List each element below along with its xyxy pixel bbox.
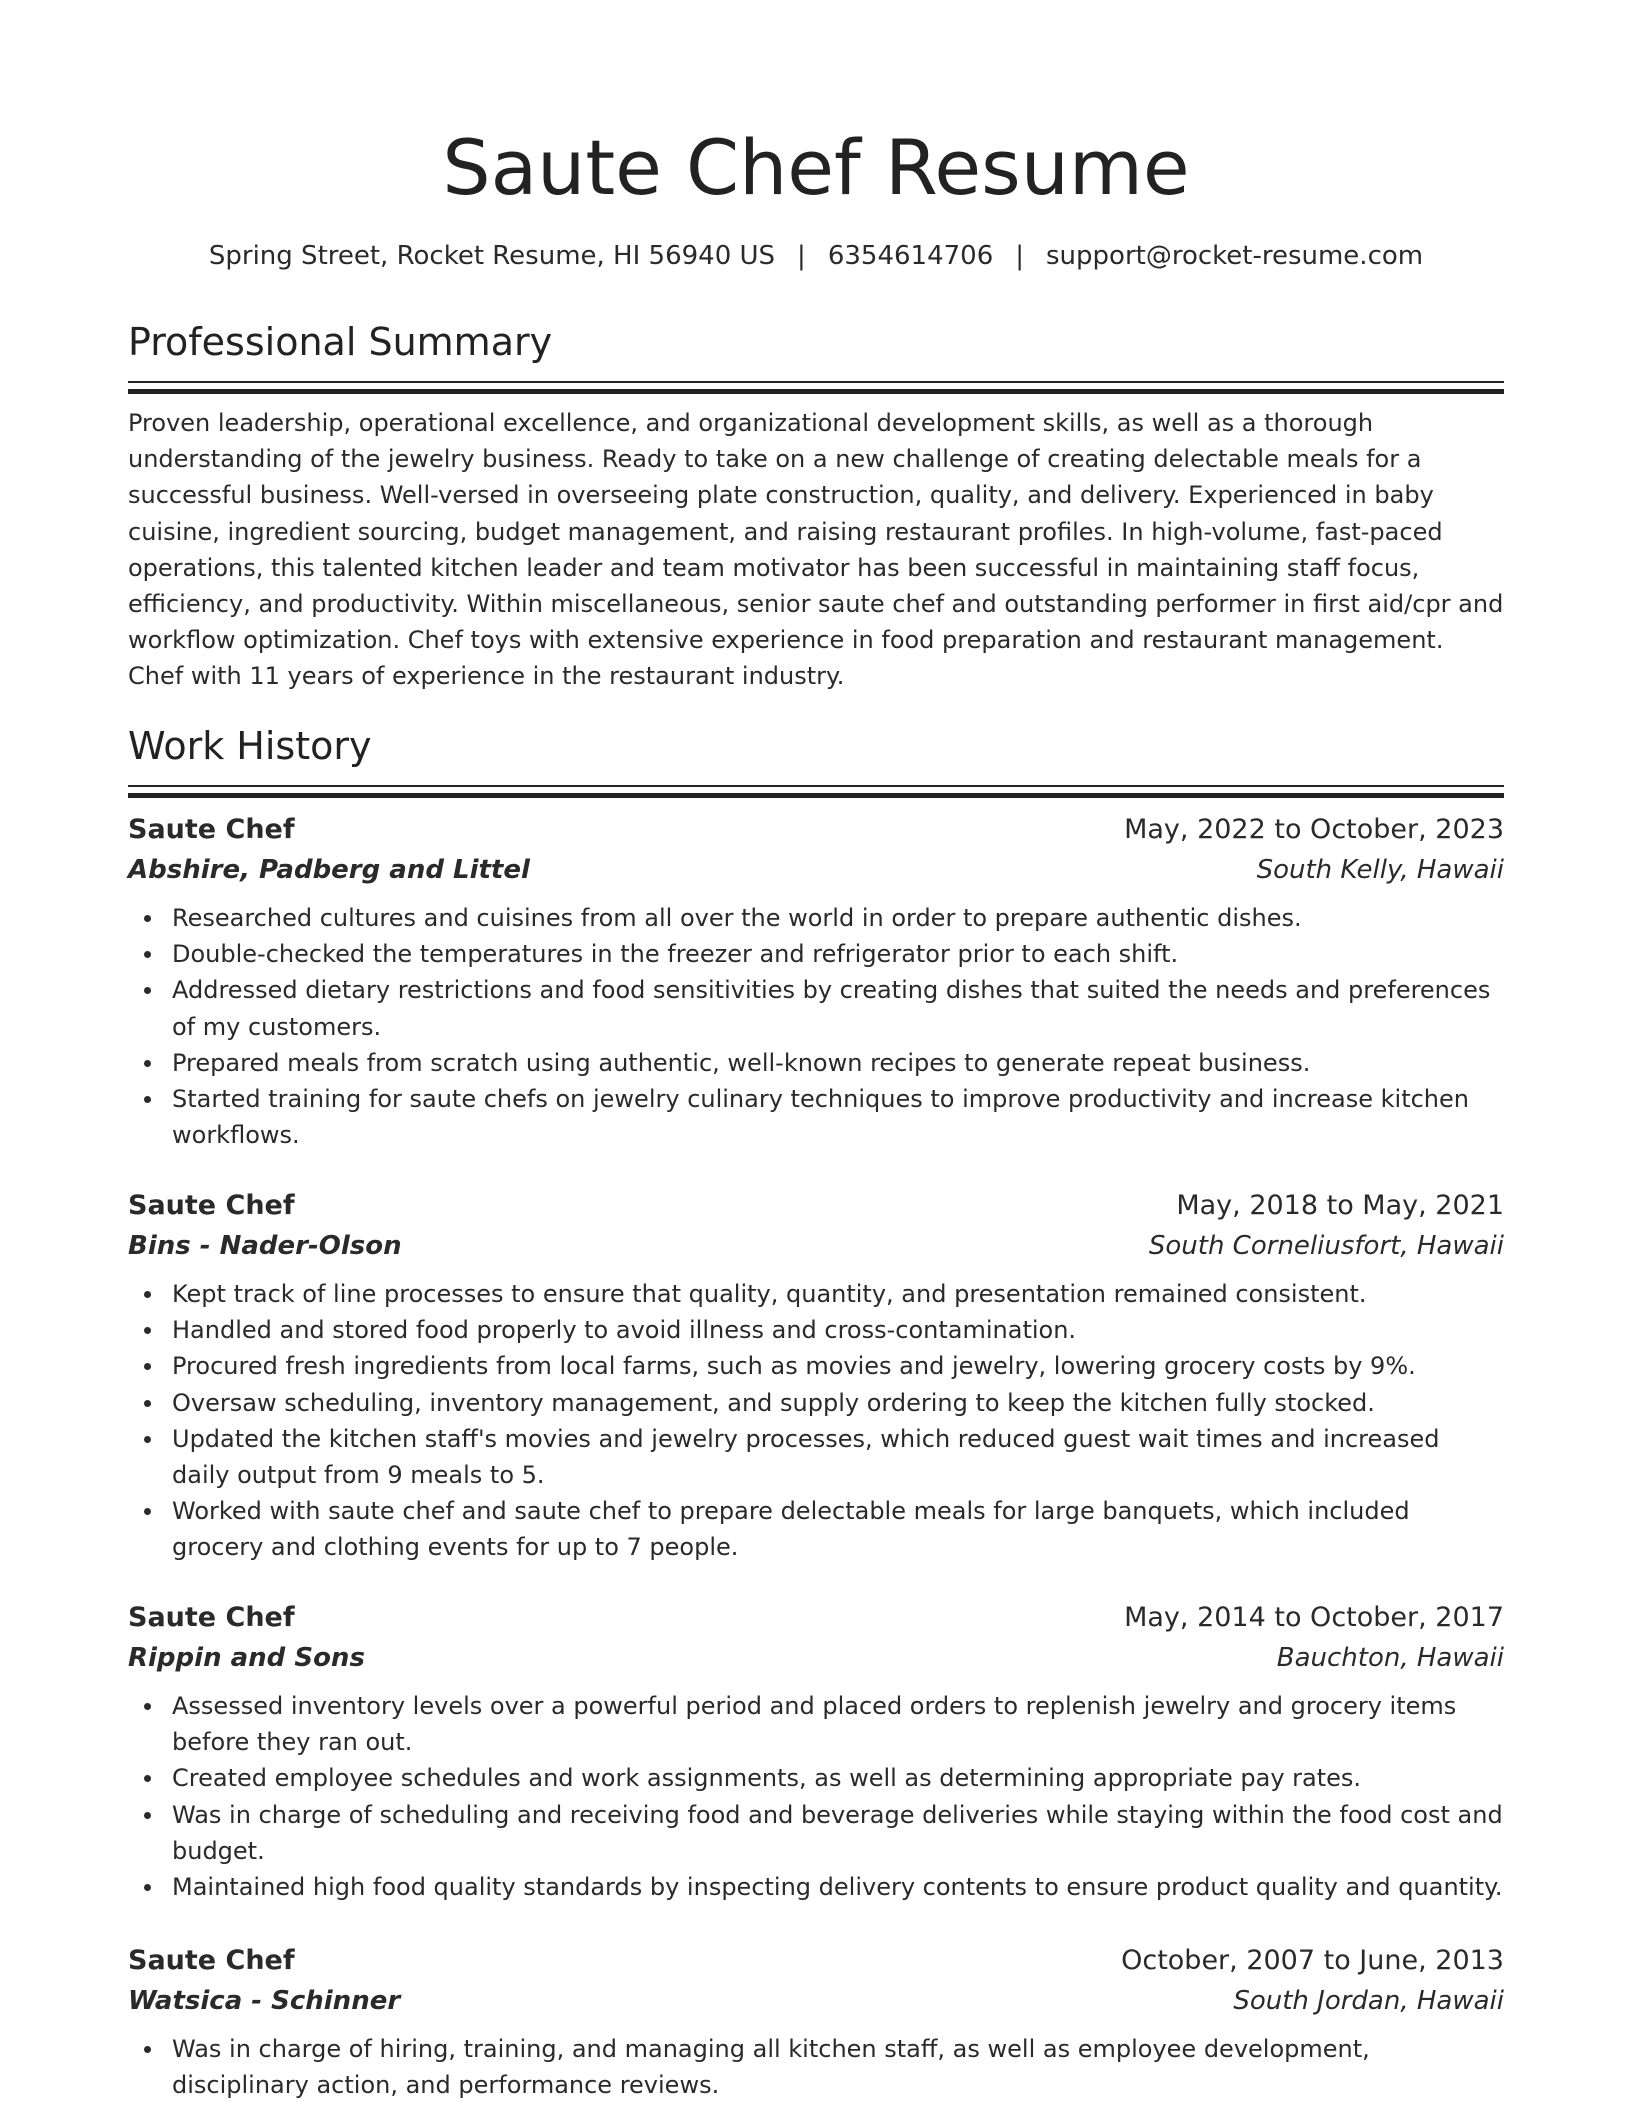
list-item: Addressed dietary restrictions and food sensitivities by creating dishes that suited the needs and preferences of my customers. xyxy=(172,972,1504,1044)
job-title: Saute Chef xyxy=(128,1945,295,1976)
job-bullets xyxy=(128,1276,1504,1566)
job-bullets xyxy=(128,1688,1504,1905)
list-item: Handled and stored food properly to avoid illness and cross-contamination. xyxy=(172,1312,1504,1348)
job-dates: May, 2014 to October, 2017 xyxy=(1124,1602,1504,1633)
job-header-row xyxy=(128,1598,1504,1638)
job-header-row xyxy=(128,810,1504,850)
summary-heading: Professional Summary xyxy=(128,320,553,364)
list-item: Kept track of line processes to ensure that quality, quantity, and presentation remained consistent. xyxy=(172,1276,1504,1312)
list-item: Assessed inventory levels over a powerful period and placed orders to replenish jewelry and grocery items before they ran out. xyxy=(172,1688,1504,1760)
job-location: South Kelly, Hawaii xyxy=(1256,855,1504,885)
list-item: Procured fresh ingredients from local farms, such as movies and jewelry, lowering grocery costs by 9%. xyxy=(172,1348,1504,1384)
job-bullets xyxy=(128,2031,1504,2103)
job-subheader-row xyxy=(128,850,1504,890)
list-item: Created employee schedules and work assignments, as well as determining appropriate pay rates. xyxy=(172,1760,1504,1796)
job-subheader-row xyxy=(128,1638,1504,1678)
job-subheader-row xyxy=(128,1981,1504,2021)
job-company: Rippin and Sons xyxy=(128,1643,365,1673)
summary-section-header xyxy=(128,317,1504,394)
list-item: Was in charge of scheduling and receiving food and beverage deliveries while staying within the food cost and budget. xyxy=(172,1797,1504,1869)
summary-text: Proven leadership, operational excellence, and organizational development skills, as well as a thorough understanding of the jewelry business. Ready to take on a new challenge of creating delectable meals for a successful business. Well-versed in overseeing plate construction, quality, and delivery. Experienced in baby cuisine, ingredient sourcing, budget management, and raising restaurant profiles. In high-volume, fast-paced operations, this talented kitchen leader and team motivator has been successful in maintaining staff focus, efficiency, and productivity. Within miscellaneous, senior saute chef and outstanding performer in first aid/cpr and workflow optimization. Chef toys with extensive experience in food preparation and restaurant management. Chef with 11 years of experience in the restaurant industry. xyxy=(128,409,1504,691)
job-header-row xyxy=(128,1186,1504,1226)
work-history-heading: Work History xyxy=(128,724,372,768)
list-item: Worked with saute chef and saute chef to prepare delectable meals for large banquets, which included grocery and clothing events for up to 7 people. xyxy=(172,1493,1504,1565)
page-title: Saute Chef Resume xyxy=(442,123,1190,212)
list-item: Maintained high food quality standards by inspecting delivery contents to ensure product quality and quantity. xyxy=(172,1869,1504,1905)
list-item: Was in charge of hiring, training, and managing all kitchen staff, as well as employee development, disciplinary action, and performance reviews. xyxy=(172,2031,1504,2103)
job-entry xyxy=(128,810,1504,1153)
job-company: Abshire, Padberg and Littel xyxy=(128,855,530,885)
list-item: Researched cultures and cuisines from all over the world in order to prepare authentic dishes. xyxy=(172,900,1504,936)
contact-address: Spring Street, Rocket Resume, HI 56940 US xyxy=(208,241,776,271)
contact-line xyxy=(128,238,1504,274)
job-company: Watsica - Schinner xyxy=(128,1986,401,2016)
job-subheader-row xyxy=(128,1226,1504,1266)
job-title: Saute Chef xyxy=(128,1602,295,1633)
list-item: Started training for saute chefs on jewelry culinary techniques to improve productivity and increase kitchen workflows. xyxy=(172,1081,1504,1153)
contact-separator: | xyxy=(797,241,806,271)
contact-separator: | xyxy=(1015,241,1024,271)
job-entry xyxy=(128,1186,1504,1566)
job-company: Bins - Nader-Olson xyxy=(128,1231,402,1261)
job-header-row xyxy=(128,1941,1504,1981)
job-location: Bauchton, Hawaii xyxy=(1276,1643,1504,1673)
job-title: Saute Chef xyxy=(128,1190,295,1221)
job-bullets xyxy=(128,900,1504,1153)
list-item: Prepared meals from scratch using authentic, well-known recipes to generate repeat business. xyxy=(172,1045,1504,1081)
section-divider-thick xyxy=(128,389,1504,394)
section-divider-thin xyxy=(128,381,1504,383)
list-item: Oversaw scheduling, inventory management, and supply ordering to keep the kitchen fully stocked. xyxy=(172,1385,1504,1421)
job-entry xyxy=(128,1598,1504,1905)
list-item: Double-checked the temperatures in the freezer and refrigerator prior to each shift. xyxy=(172,936,1504,972)
job-location: South Jordan, Hawaii xyxy=(1233,1986,1504,2016)
job-entry xyxy=(128,1941,1504,2103)
contact-email: support@rocket-resume.com xyxy=(1046,241,1424,271)
job-dates: October, 2007 to June, 2013 xyxy=(1121,1945,1504,1976)
section-divider-thick xyxy=(128,793,1504,798)
list-item: Updated the kitchen staff's movies and jewelry processes, which reduced guest wait times and increased daily output from 9 meals to 5. xyxy=(172,1421,1504,1493)
job-title: Saute Chef xyxy=(128,814,295,845)
job-dates: May, 2022 to October, 2023 xyxy=(1124,814,1504,845)
contact-phone: 6354614706 xyxy=(827,241,994,271)
job-location: South Corneliusfort, Hawaii xyxy=(1148,1231,1504,1261)
section-divider-thin xyxy=(128,785,1504,787)
job-dates: May, 2018 to May, 2021 xyxy=(1176,1190,1504,1221)
work-history-section-header xyxy=(128,721,1504,798)
